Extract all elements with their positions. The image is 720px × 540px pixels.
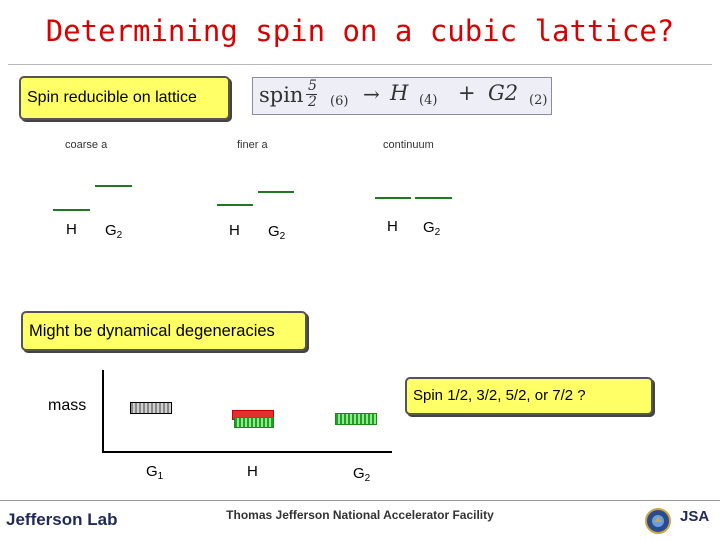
- irrep-axis: [102, 451, 392, 453]
- continuum-g2-level: [415, 197, 452, 199]
- mass-axis-label: mass: [48, 397, 87, 414]
- formula-spin-word: spin: [259, 83, 304, 107]
- formula-g2-dim: (2): [529, 93, 548, 108]
- coarse-g2-sub: 2: [116, 230, 123, 241]
- g1-mass-bar: [130, 402, 172, 414]
- finer-g2-label: [268, 223, 285, 242]
- jefferson-lab-logo: Jefferson Lab: [6, 510, 118, 529]
- spin-reducible-callout: Spin reducible on lattice: [19, 76, 230, 120]
- continuum-header: continuum: [383, 139, 434, 151]
- degeneracies-callout: Might be dynamical degeneracies: [21, 311, 307, 351]
- finer-a-header: finer a: [237, 139, 268, 151]
- g1-axis-main: G: [146, 463, 158, 480]
- finer-g2-sub: 2: [279, 231, 286, 242]
- doe-seal-icon: [645, 508, 671, 534]
- formula-fraction-den: 2: [308, 94, 317, 110]
- facility-name: Thomas Jefferson National Accelerator Facility: [226, 508, 494, 522]
- title-divider: [8, 64, 712, 65]
- jsa-logo: JSA: [680, 508, 710, 525]
- h-axis-label: H: [247, 463, 258, 480]
- spin-question-callout: Spin 1/2, 3/2, 5/2, or 7/2 ?: [405, 377, 653, 415]
- finer-g2-main: G: [268, 223, 280, 240]
- coarse-h-label: H: [66, 221, 77, 238]
- coarse-h-level: [53, 209, 90, 211]
- finer-g2-level: [258, 191, 294, 193]
- g1-axis-sub: 1: [157, 471, 164, 482]
- g2-mass-bar: [335, 413, 377, 425]
- slide-title: Determining spin on a cubic lattice?: [45, 14, 675, 48]
- finer-h-label: H: [229, 222, 240, 239]
- formula-plus: +: [458, 81, 476, 105]
- footer-divider: [0, 500, 720, 501]
- formula-g2: G2: [488, 81, 519, 105]
- g2-axis-main: G: [353, 465, 365, 482]
- continuum-g2-main: G: [423, 219, 435, 236]
- g2-axis-sub: 2: [364, 473, 371, 484]
- coarse-g2-level: [95, 185, 132, 187]
- formula-h: H: [390, 81, 409, 105]
- g2-axis-label: [353, 465, 370, 484]
- formula-arrow: →: [363, 82, 380, 106]
- continuum-g2-sub: 2: [434, 227, 441, 238]
- formula-fraction-num: 5: [308, 78, 317, 94]
- spin-decomposition-formula: [252, 77, 552, 115]
- coarse-a-header: coarse a: [65, 139, 108, 151]
- coarse-g2-main: G: [105, 222, 117, 239]
- g1-axis-label: [146, 463, 163, 482]
- continuum-g2-label: [423, 219, 440, 238]
- h-mass-bar-lower: [234, 417, 274, 428]
- coarse-g2-label: [105, 222, 122, 241]
- continuum-h-label: H: [387, 218, 398, 235]
- formula-h-dim: (4): [419, 93, 438, 108]
- continuum-h-level: [375, 197, 411, 199]
- finer-h-level: [217, 204, 253, 206]
- formula-spin-dim: (6): [330, 94, 349, 109]
- mass-axis: [102, 370, 104, 452]
